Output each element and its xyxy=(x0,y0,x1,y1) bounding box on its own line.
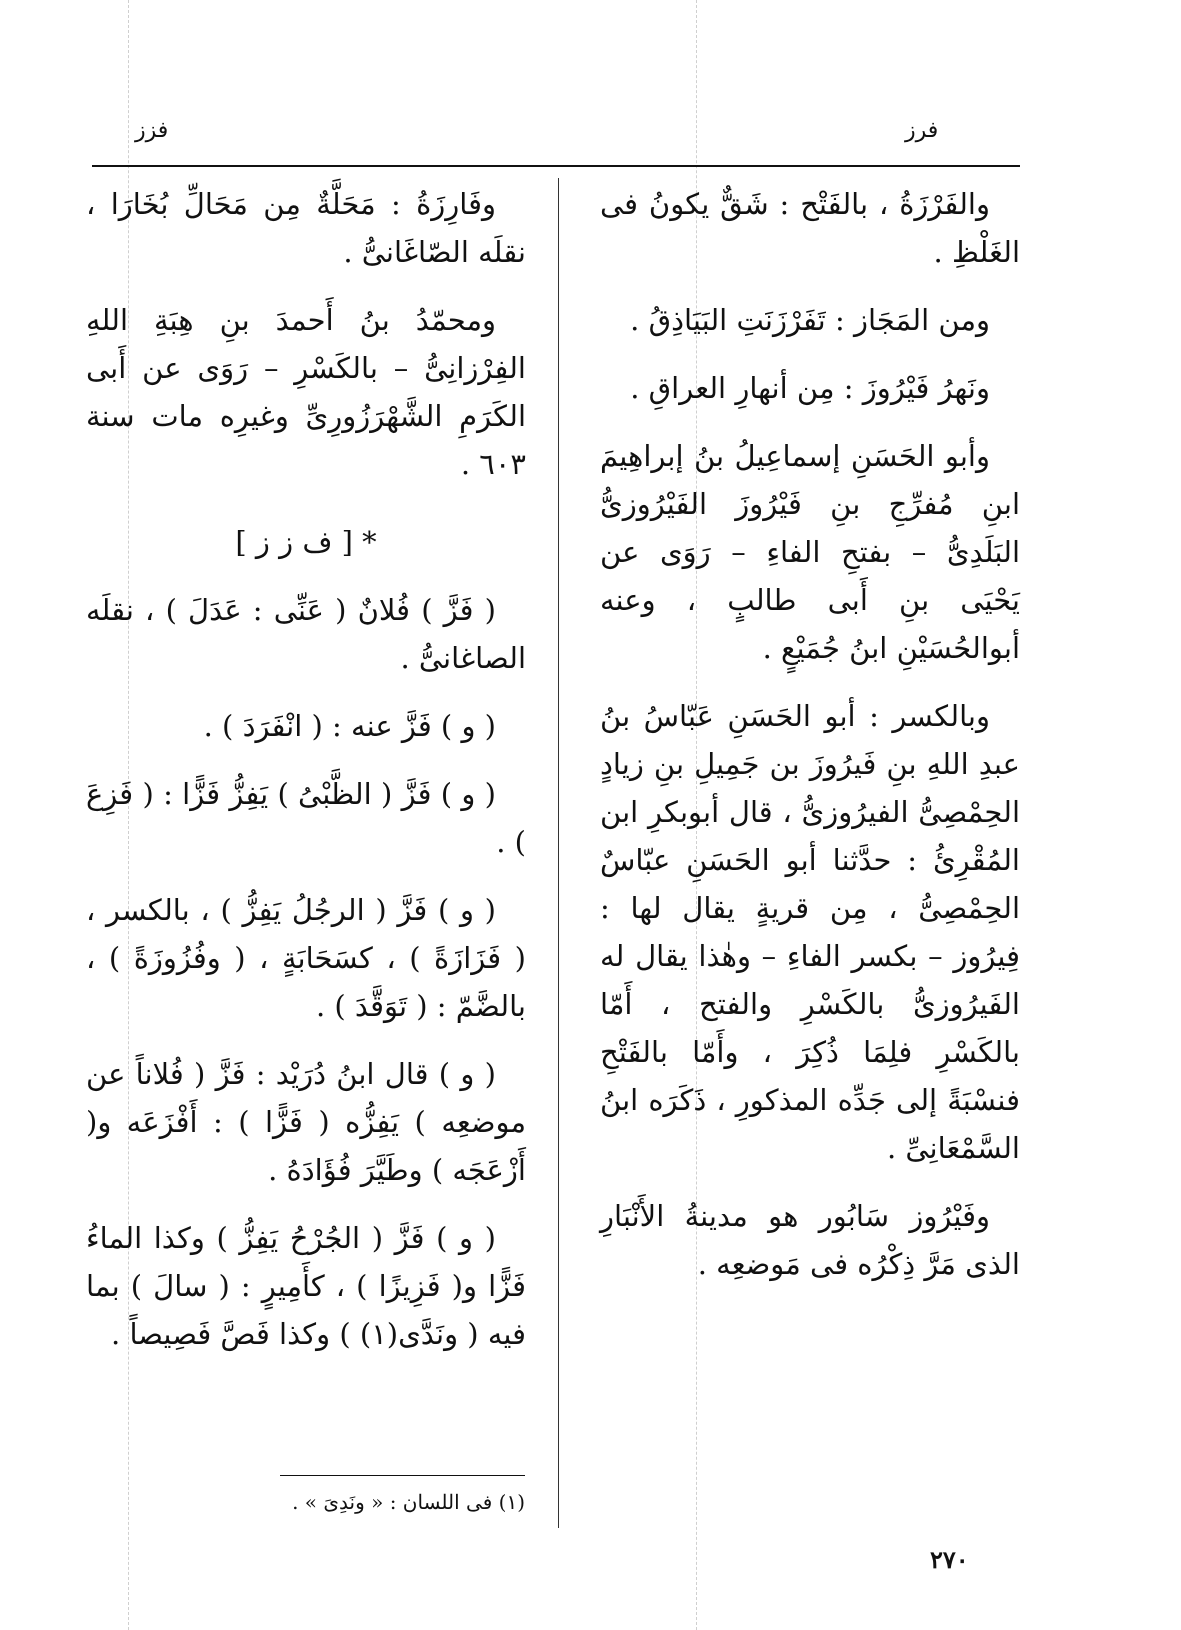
footnote-rule xyxy=(280,1475,525,1476)
paragraph: ( و ) فَزَّ عنه : ( انْفَرَدَ ) . xyxy=(203,709,496,743)
paragraph: وفَارِزَةُ : مَحَلَّةٌ مِن مَحَالِّ بُخَارَا ، نقلَه الصّاغَانىُّ . xyxy=(86,187,526,269)
running-header-right: فرز xyxy=(905,118,939,143)
column-divider xyxy=(558,178,559,1528)
paragraph: ( فَزَّ ) فُلانٌ ( عَنِّى : عَدَلَ ) ، نقلَه الصاغانىُّ . xyxy=(86,593,526,675)
page-number: ٢٧٠ xyxy=(930,1545,969,1574)
paragraph: وأبو الحَسَنِ إسماعِيلُ بنُ إبراهِيمَ ابنِ مُفرِّجِ بنِ فَيْرُوزَ الفَيْرُوزىُّ البَلَدِىُّ – بفتحِ الفاءِ – رَوَى عن يَحْيَى بنِ أَبى طالبٍ ، وعنه أبوالحُسَيْنِ ابنُ جُمَيْعٍ . xyxy=(600,439,1020,665)
paragraph: ( و ) فَزَّ ( الجُرْحُ يَفِزُّ ) وكذا الماءُ فَزًّا و( فَزِيزًا ) ، كأَمِيرٍ : ( سالَ ) بما فيه ( ونَدَّى(١) ) وكذا فَصَّ فَصِيصاً . xyxy=(86,1221,526,1351)
paragraph: ( و ) فَزَّ ( الظَّبْىُ ) يَفِزُّ فَزًّا : ( فَزِعَ ) . xyxy=(86,777,526,859)
running-header-left: فزز xyxy=(135,118,169,143)
paragraph: وفَيْرُوز سَابُور هو مدينةُ الأَنْبَارِ الذى مَرَّ ذِكْرُه فى مَوضعِه . xyxy=(600,1199,1020,1281)
header-rule xyxy=(92,165,1020,167)
left-column xyxy=(86,180,526,1378)
paragraph: ومحمّدُ بنُ أَحمدَ بنِ هِبَةِ اللهِ الفِرْزانِىُّ – بالكَسْرِ – رَوَى عن أَبى الكَرَمِ الشَّهْرَزُورِىِّ وغيرِه مات سنة ٦٠٣ . xyxy=(86,303,526,481)
entry-heading: * [ ف ز ز ] xyxy=(235,525,377,559)
right-column xyxy=(600,180,1020,1308)
paragraph: ( و ) فَزَّ ( الرجُلُ يَفِزُّ ) ، بالكسر ، ( فَزَازَةً ) ، كسَحَابَةٍ ، ( وفُزُوزَةً ) ، بالضَّمّ : ( تَوَقَّدَ ) . xyxy=(86,893,526,1023)
footnote: (١) فى اللسان : « ونَدِىَ » . xyxy=(292,1490,525,1514)
paragraph: ( و ) قال ابنُ دُرَيْد : فَزَّ ( فُلاناً عن موضعِه ) يَفِزُّه ( فَزًّا ) : أَفْزَعَه و( أَزْعَجَه ) وطَيَّرَ فُؤَادَهُ . xyxy=(86,1057,526,1187)
paragraph: ومن المَجَاز : تَفَرْزَنَتِ البَيَاذِقُ . xyxy=(630,303,990,337)
paragraph: وبالكسر : أبو الحَسَنِ عَبّاسُ بنُ عبدِ اللهِ بنِ فَيرُوزَ بن جَمِيلِ بنِ زيادٍ الحِمْصِىُّ الفيرُوزىُّ ، قال أبوبكرِ ابن المُقْرِئُ : حدَّثنا أبو الحَسَنِ عبّاسٌ الحِمْصِىُّ ، مِن قريةٍ يقال لها : فِيرُوز – بكسر الفاءِ – وهٰذا يقال له الفَيرُوزىُّ بالكَسْرِ والفتح ، أَمّا بالكَسْرِ فلِمَا ذُكِرَ ، وأَمّا بالفَتْحِ فنسْبَةً إلى جَدِّه المذكورِ ، ذَكَرَه ابنُ السَّمْعَانِىِّ . xyxy=(600,699,1020,1165)
paragraph: ونَهرُ فَيْرُوزَ : مِن أنهارِ العراقِ . xyxy=(630,371,990,405)
paragraph: والفَرْزَةُ ، بالفَتْح : شَقٌّ يكونُ فى الغَلْظِ . xyxy=(600,187,1020,269)
